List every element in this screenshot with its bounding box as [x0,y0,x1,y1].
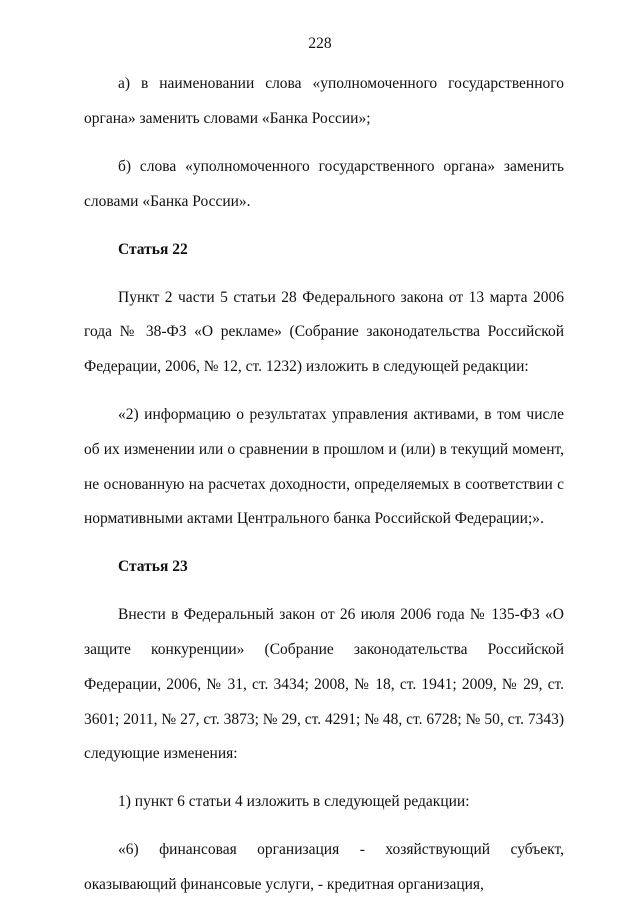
paragraph-item-a: а) в наименовании слова «уполномоченного государственного органа» заменить словами «Банка России»; [84,75,564,127]
article-heading-22: Статья 22 [118,240,188,258]
paragraph-article-23-definition: «6) финансовая организация - хозяйствующий субъект, оказывающий финансовые услуги, - кредитная организация, [84,841,564,894]
paragraph-article-23-item-1: 1) пункт 6 статьи 4 изложить в следующей редакции: [118,793,470,811]
paragraph-article-23-intro: Внести в Федеральный закон от 26 июля 2006 года № 135-ФЗ «О защите конкуренции» (Собрание законодательства Российской Федерации, 2006, № 31, ст. 3434; 2008, № 18, ст. 1941; 2009, № 29, ст. 3601; 2011, № 27, ст. 3873; № 29, ст. 4291; № 48, ст. 6728; № 50, ст. 7343) следующие изменения: [84,606,564,763]
paragraph-article-22-quote: «2) информацию о результатах управления активами, в том числе об их изменении или о сравнении в прошлом и (или) в текущий момент, не основанную на расчетах доходности, определяемых в соответствии с нормативными актами Центрального банка Российской Федерации;». [84,406,564,528]
page-number: 228 [308,35,332,52]
paragraph-item-b: б) слова «уполномоченного государственного органа» заменить словами «Банка России». [84,157,564,210]
paragraph-article-22-intro: Пункт 2 части 5 статьи 28 Федерального закона от 13 марта 2006 года № 38-ФЗ «О рекламе» (Собрание законодательства Российской Федерации, 2006, № 12, ст. 1232) изложить в следующей редакции: [84,288,564,376]
document-body [84,67,564,903]
article-heading-23: Статья 23 [118,558,188,576]
